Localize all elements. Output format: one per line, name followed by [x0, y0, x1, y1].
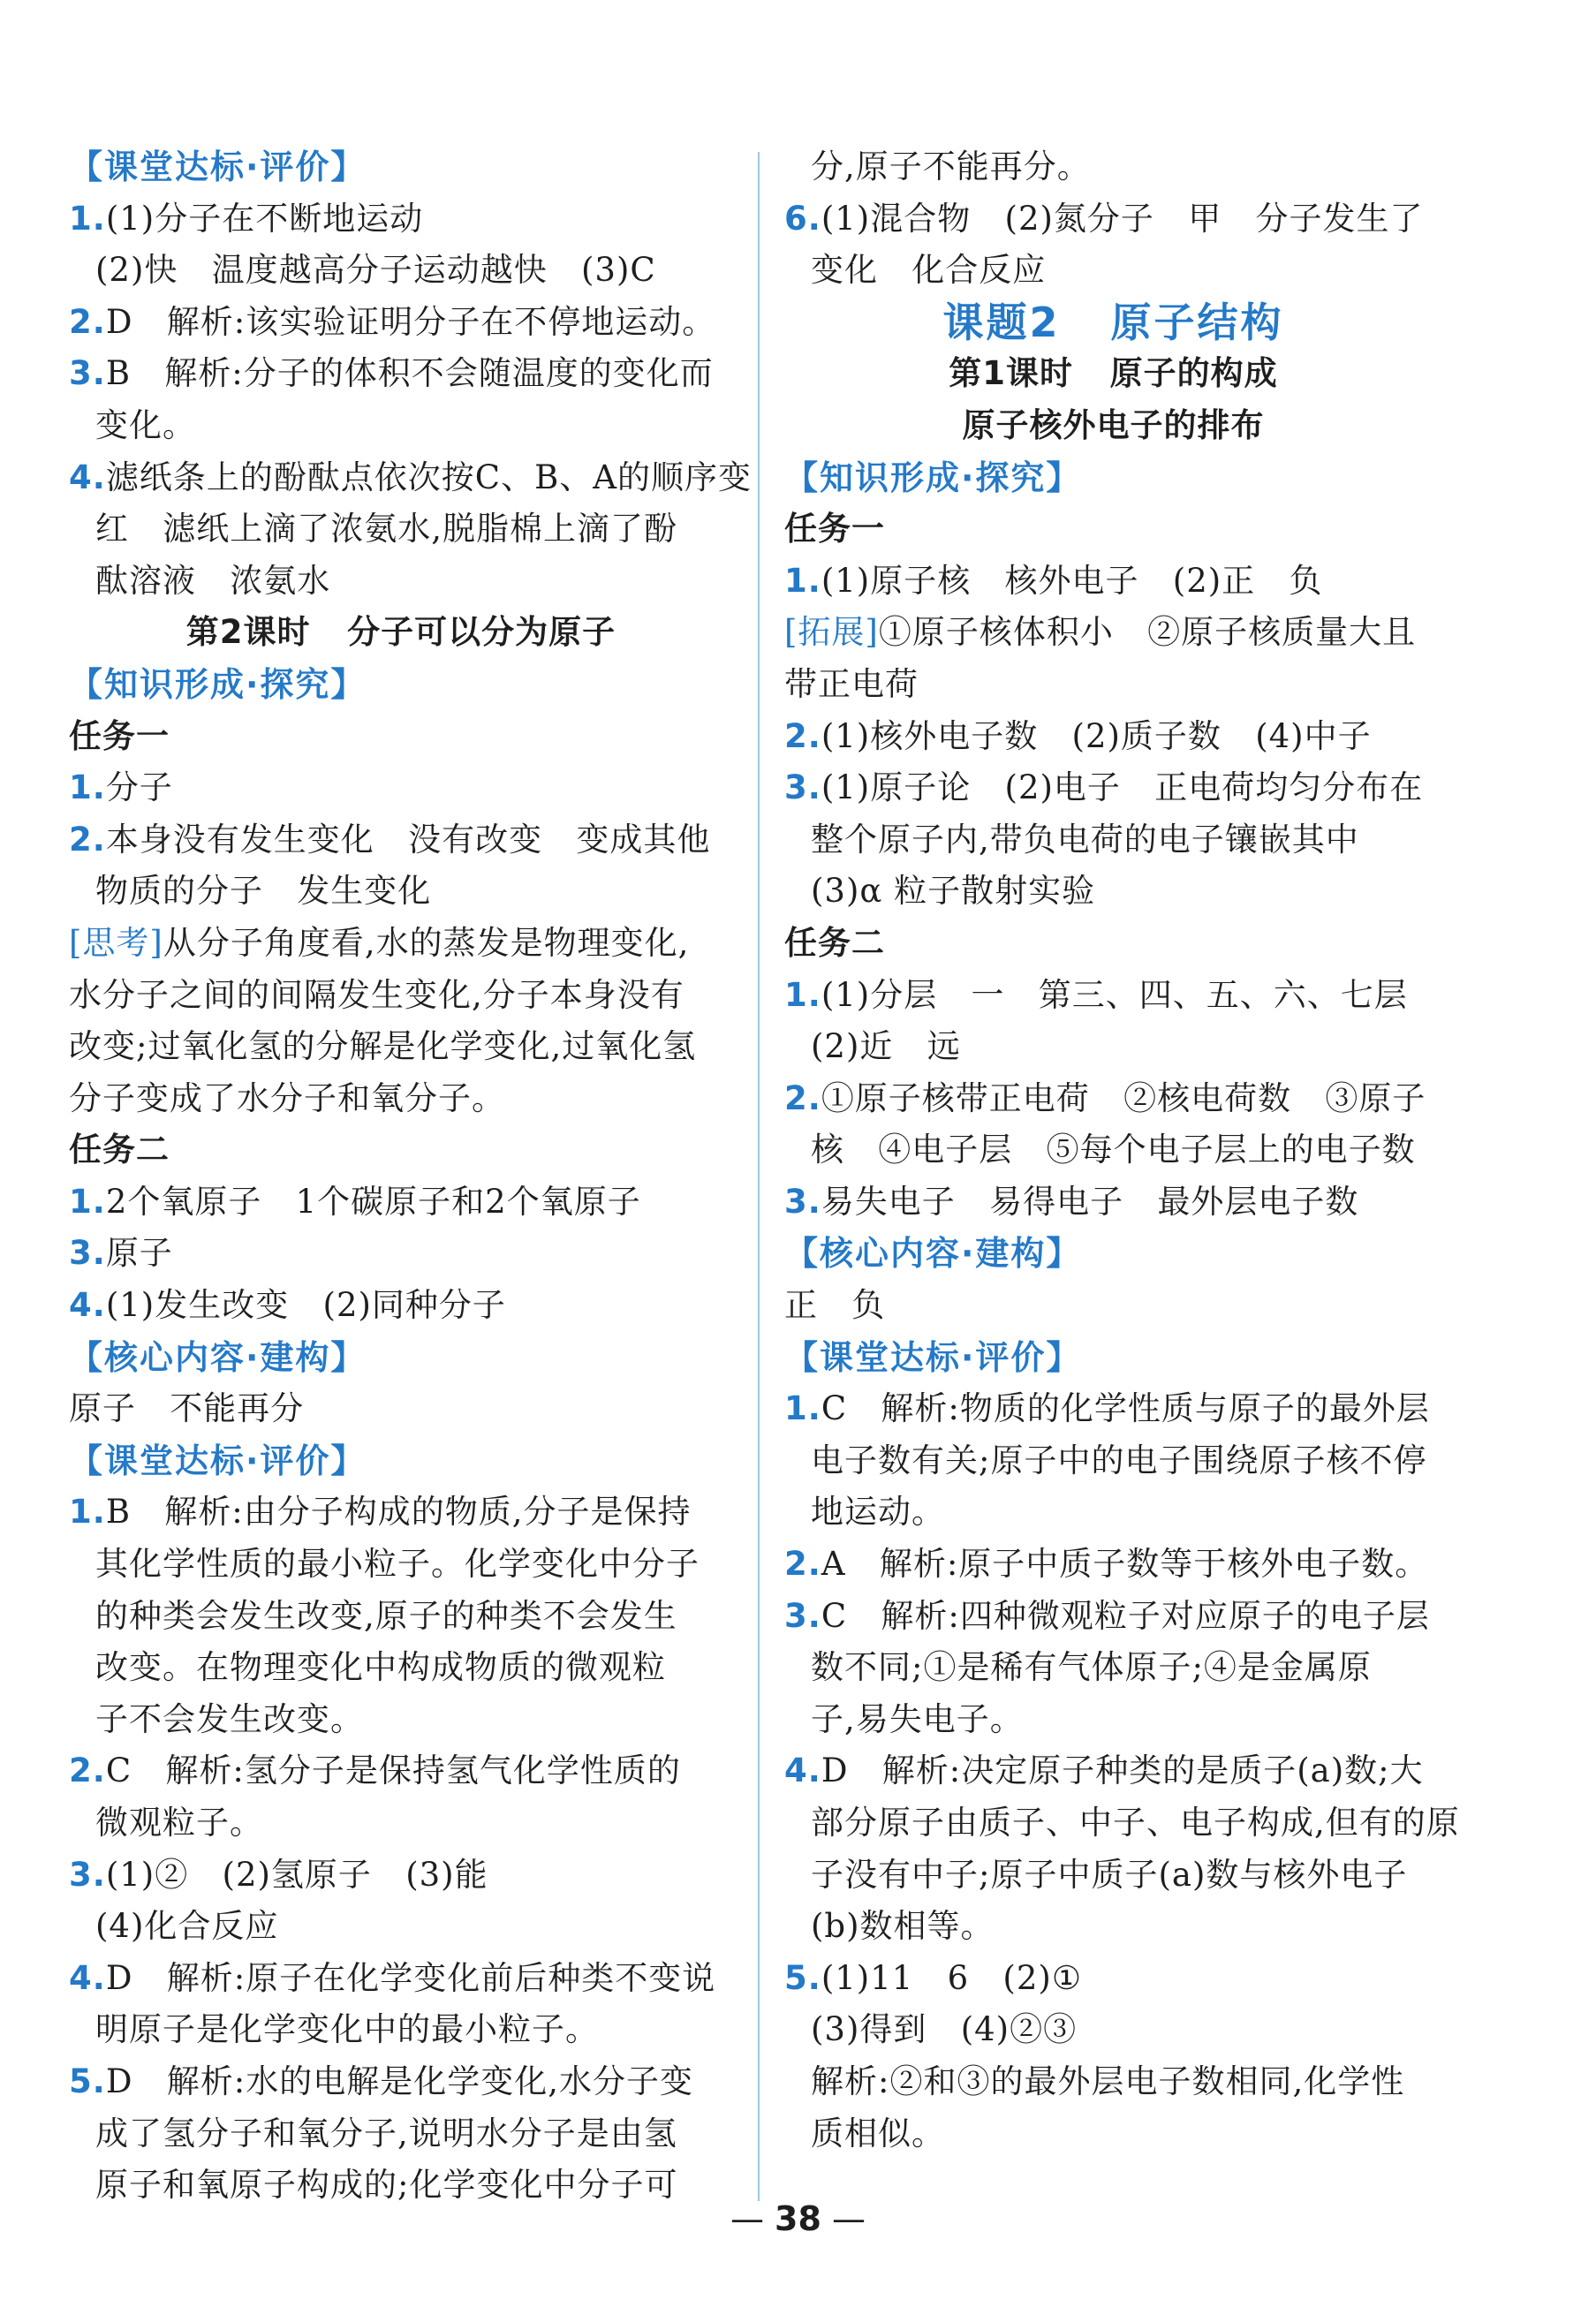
item-number: 1. — [784, 975, 821, 1014]
item-text: C 解析:物质的化学性质与原子的最外层 — [821, 1389, 1430, 1428]
task-heading: 任务一 — [784, 510, 885, 549]
item-number: 3. — [69, 1234, 106, 1273]
answer-item — [784, 1539, 1442, 1591]
text-line: 原子 不能再分 — [69, 1389, 305, 1428]
item-number: 4. — [69, 1958, 106, 1997]
answer-continuation: (2)近 远 — [811, 1027, 961, 1066]
lesson-title: 第1课时 原子的构成 — [949, 354, 1278, 393]
answer-continuation: 电子数有关;原子中的电子围绕原子核不停 — [811, 1441, 1427, 1479]
text-line: 分子变成了水分子和氧分子。 — [69, 1078, 505, 1117]
item-number: 2. — [69, 820, 106, 859]
item-number: 4. — [69, 1286, 106, 1325]
column-divider — [758, 152, 760, 2201]
answer-continuation: 核 ④电子层 ⑤每个电子层上的电子数 — [811, 1131, 1416, 1169]
item-text: (1)发生改变 (2)同种分子 — [105, 1286, 506, 1325]
lesson-title: 原子核外电子的排布 — [962, 405, 1265, 444]
answer-continuation: 酞溶液 浓氨水 — [95, 561, 331, 600]
answer-item — [784, 762, 1442, 814]
answer-continuation: 红 滤纸上滴了浓氨水,脱脂棉上滴了酚 — [95, 510, 678, 549]
answer-item — [69, 1176, 733, 1229]
item-text: (1)② (2)氢原子 (3)能 — [105, 1855, 488, 1894]
answer-continuation: 其化学性质的最小粒子。化学变化中分子 — [95, 1545, 700, 1584]
item-number: 4. — [784, 1751, 821, 1790]
page-number: — 38 — — [730, 2199, 866, 2238]
item-text: D 解析:水的电解是化学变化,水分子变 — [105, 2062, 693, 2100]
answer-item — [784, 556, 1442, 608]
item-text: ①原子核带正电荷 ②核电荷数 ③原子 — [821, 1078, 1426, 1117]
item-number: 2. — [784, 1078, 821, 1117]
answer-continuation: 解析:②和③的最外层电子数相同,化学性 — [811, 2062, 1405, 2100]
item-number: 2. — [784, 1545, 821, 1584]
item-number: 2. — [69, 1751, 106, 1790]
item-text: B 解析:分子的体积不会随温度的变化而 — [105, 354, 714, 393]
text-line: 改变;过氧化氢的分解是化学变化,过氧化氢 — [69, 1027, 697, 1066]
item-number: 4. — [69, 458, 106, 496]
section-header: 【课堂达标·评价】 — [69, 148, 367, 186]
section-header: 【核心内容·建构】 — [69, 1337, 367, 1377]
answer-continuation: 改变。在物理变化中构成物质的微观粒 — [95, 1648, 666, 1687]
answer-continuation: 质相似。 — [811, 2114, 945, 2152]
answer-item — [69, 297, 733, 349]
item-number: 5. — [784, 1958, 821, 1997]
section-header: 【核心内容·建构】 — [784, 1234, 1082, 1274]
answer-item — [69, 814, 733, 866]
item-text: 2个氧原子 1个碳原子和2个氧原子 — [105, 1182, 641, 1221]
answer-continuation: 明原子是化学变化中的最小粒子。 — [95, 2010, 599, 2049]
tagged-note — [69, 918, 733, 970]
item-text: D 解析:决定原子种类的是质子(a)数;大 — [821, 1751, 1424, 1790]
answer-item — [69, 193, 733, 246]
item-text: D 解析:该实验证明分子在不停地运动。 — [105, 302, 716, 341]
item-number: 1. — [69, 768, 106, 807]
answer-item — [784, 1591, 1442, 1643]
item-text: (1)分子在不断地运动 — [105, 199, 424, 238]
answer-item — [784, 1953, 1442, 2005]
item-number: 3. — [69, 1855, 106, 1894]
answer-item — [784, 1745, 1442, 1797]
task-heading: 任务二 — [784, 923, 885, 962]
note-text: 从分子角度看,水的蒸发是物理变化, — [163, 923, 690, 962]
item-text: A 解析:原子中质子数等于核外电子数。 — [821, 1545, 1429, 1584]
answer-item — [69, 762, 733, 814]
item-text: C 解析:四种微观粒子对应原子的电子层 — [821, 1596, 1430, 1635]
item-number: 3. — [784, 1182, 821, 1221]
answer-continuation: 子,易失电子。 — [811, 1699, 1024, 1738]
answer-continuation: 变化 化合反应 — [811, 251, 1047, 290]
text-line: 水分子之间的间隔发生变化,分子本身没有 — [69, 975, 685, 1014]
note-text: ①原子核体积小 ②原子核质量大且 — [878, 613, 1417, 652]
answer-continuation: 部分原子由质子、中子、电子构成,但有的原 — [811, 1804, 1460, 1842]
tagged-note — [784, 607, 1442, 659]
lesson-title: 第2课时 分子可以分为原子 — [185, 613, 616, 652]
item-text: (1)分层 一 第三、四、五、六、七层 — [821, 975, 1408, 1014]
item-text: (1)核外电子数 (2)质子数 (4)中子 — [821, 716, 1372, 755]
task-heading: 任务一 — [69, 716, 170, 755]
note-tag: [拓展] — [784, 613, 879, 652]
answer-item — [784, 711, 1442, 763]
item-number: 1. — [69, 1493, 106, 1532]
answer-item — [69, 348, 733, 400]
text-line: 带正电荷 — [784, 664, 919, 703]
item-number: 1. — [784, 561, 821, 600]
answer-item — [69, 1745, 733, 1797]
answer-item — [784, 1383, 1442, 1435]
item-text: (1)11 6 (2)① — [821, 1958, 1082, 1997]
answer-continuation: 微观粒子。 — [95, 1804, 263, 1842]
right-column — [784, 141, 1460, 2160]
item-number: 1. — [784, 1389, 821, 1428]
answer-item — [784, 970, 1442, 1022]
item-number: 1. — [69, 199, 106, 238]
item-number: 1. — [69, 1182, 106, 1221]
answer-item — [69, 1953, 733, 2005]
answer-continuation: (4)化合反应 — [95, 1907, 279, 1946]
task-heading: 任务二 — [69, 1131, 170, 1169]
item-text: 易失电子 易得电子 最外层电子数 — [821, 1182, 1359, 1221]
text-line: 正 负 — [784, 1286, 886, 1325]
item-text: (1)混合物 (2)氮分子 甲 分子发生了 — [821, 199, 1424, 238]
answer-continuation: 整个原子内,带负电荷的电子镶嵌其中 — [811, 820, 1359, 859]
item-number: 2. — [784, 716, 821, 755]
item-text: 本身没有发生变化 没有改变 变成其他 — [105, 820, 711, 859]
answer-item — [784, 1073, 1442, 1125]
answer-item — [69, 452, 753, 504]
item-text: D 解析:原子在化学变化前后种类不变说 — [105, 1958, 716, 1997]
answer-continuation: (2)快 温度越高分子运动越快 (3)C — [95, 251, 656, 290]
answer-continuation: 原子和氧原子构成的;化学变化中分子可 — [95, 2166, 678, 2205]
answer-item — [69, 1487, 733, 1539]
answer-item — [784, 1176, 1442, 1229]
item-number: 2. — [69, 302, 106, 341]
answer-item — [69, 2056, 733, 2108]
answer-continuation: 子不会发生改变。 — [95, 1699, 364, 1738]
answer-item — [69, 1228, 733, 1280]
answer-continuation: 成了氢分子和氧分子,说明水分子是由氢 — [95, 2114, 677, 2152]
item-text: C 解析:氢分子是保持氢气化学性质的 — [105, 1751, 681, 1790]
answer-item — [784, 193, 1442, 246]
answer-continuation: 地运动。 — [811, 1493, 945, 1532]
topic-title: 课题2 原子结构 — [942, 298, 1284, 346]
item-text: (1)原子论 (2)电子 正电荷均匀分布在 — [821, 768, 1424, 807]
answer-continuation: 数不同;①是稀有气体原子;④是金属原 — [811, 1648, 1372, 1687]
item-number: 3. — [69, 354, 106, 393]
item-text: 原子 — [105, 1234, 173, 1273]
answer-continuation: 的种类会发生改变,原子的种类不会发生 — [95, 1596, 677, 1635]
answer-continuation: (3)得到 (4)②③ — [811, 2010, 1078, 2049]
item-number: 5. — [69, 2062, 106, 2100]
answer-continuation: 分,原子不能再分。 — [811, 148, 1091, 185]
item-text: (1)原子核 核外电子 (2)正 负 — [821, 561, 1323, 600]
section-header: 【课堂达标·评价】 — [784, 1337, 1082, 1377]
item-number: 6. — [784, 199, 821, 238]
answer-continuation: 子没有中子;原子中质子(a)数与核外电子 — [811, 1855, 1408, 1894]
note-tag: [思考] — [69, 923, 163, 962]
item-text: 分子 — [105, 768, 173, 807]
section-header: 【知识形成·探究】 — [69, 664, 367, 704]
item-number: 3. — [784, 1596, 821, 1635]
answer-continuation: 变化。 — [95, 405, 196, 444]
answer-item — [69, 1850, 733, 1902]
answer-continuation: (3)α 粒子散射实验 — [811, 872, 1096, 911]
item-number: 3. — [784, 768, 821, 807]
answer-continuation: 物质的分子 发生变化 — [95, 872, 432, 911]
section-header: 【课堂达标·评价】 — [69, 1441, 367, 1480]
answer-continuation: (b)数相等。 — [811, 1907, 995, 1946]
answer-item — [69, 1280, 733, 1332]
item-text: 滤纸条上的酚酞点依次按C、B、A的顺序变 — [105, 458, 753, 496]
section-header: 【知识形成·探究】 — [784, 458, 1082, 497]
item-text: B 解析:由分子构成的物质,分子是保持 — [105, 1493, 692, 1532]
left-column — [69, 141, 753, 2212]
